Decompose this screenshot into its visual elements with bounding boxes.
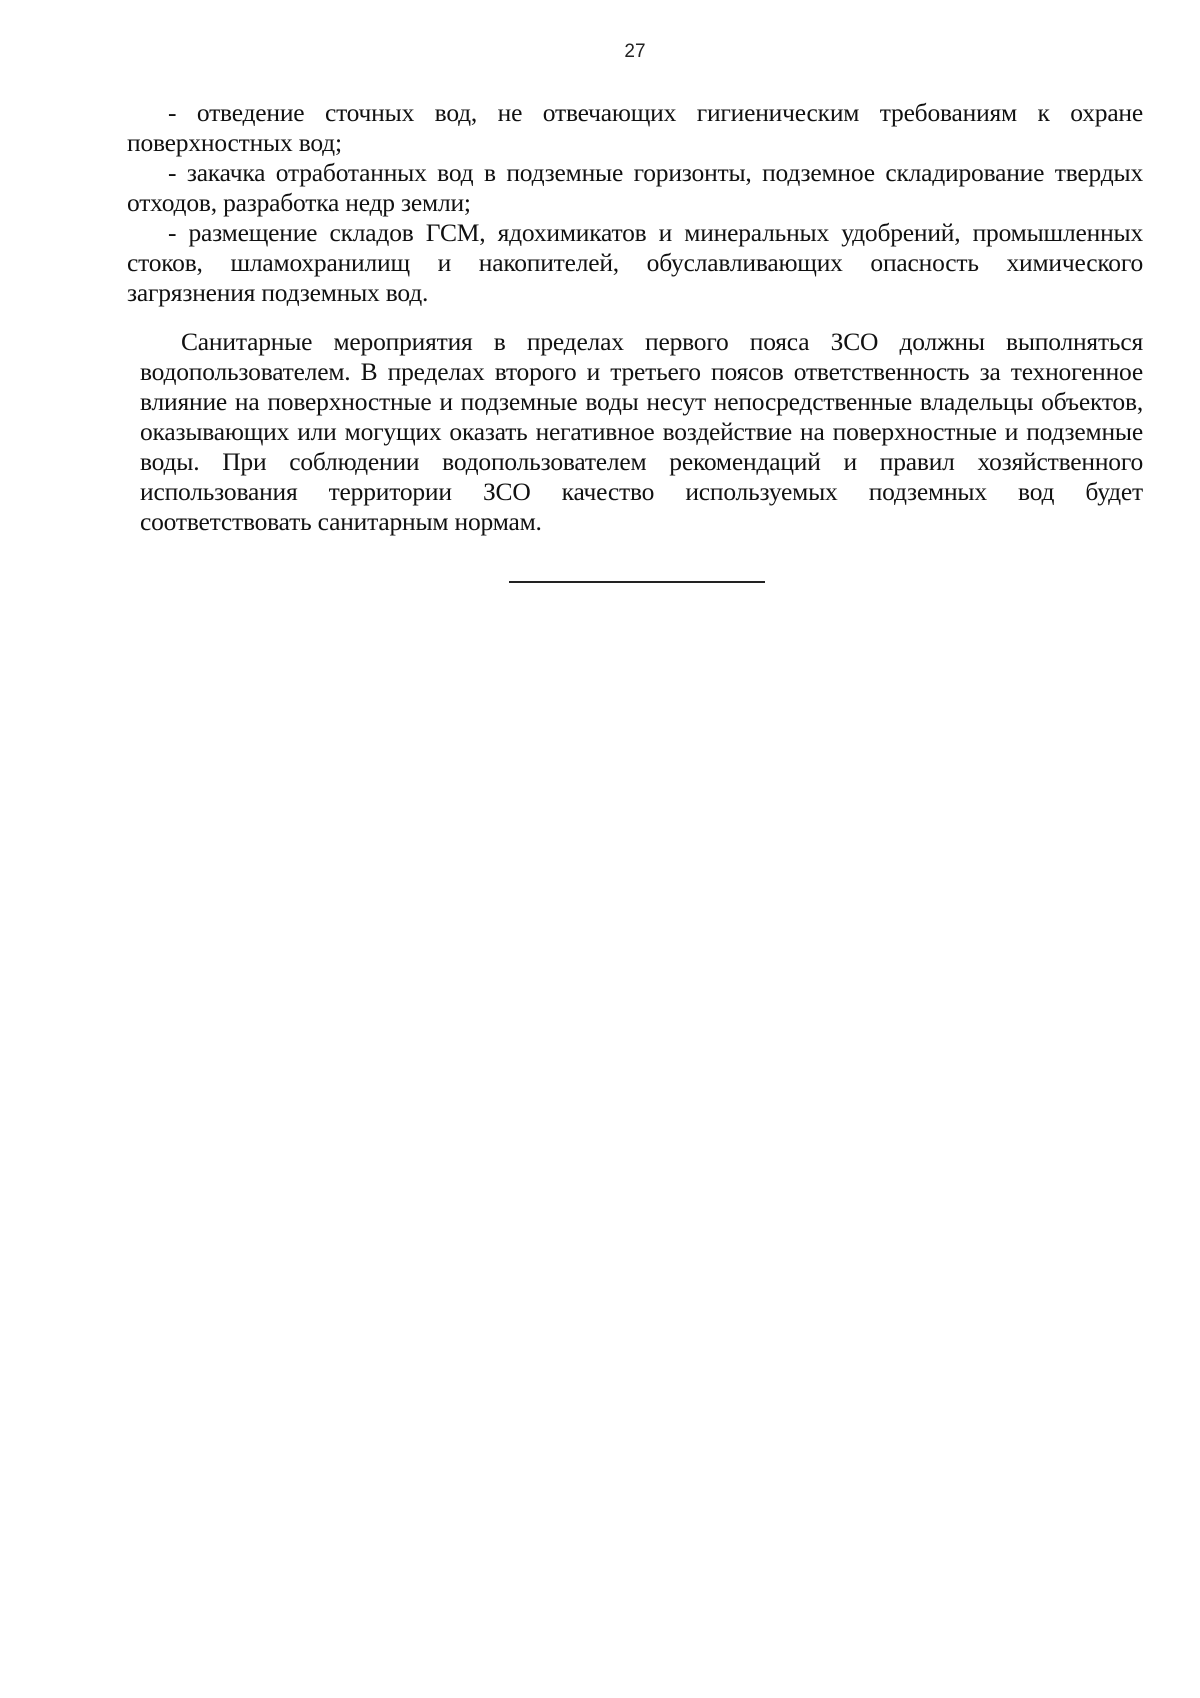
list-item: - отведение сточных вод, не отвечающих гигиеническим требованиям к охране поверхностных вод; [127, 98, 1143, 157]
body-text [140, 327, 1143, 537]
list-item: - закачка отработанных вод в подземные горизонты, подземное складирование твердых отходов, разработка недр земли; [127, 158, 1143, 217]
list-item: - размещение складов ГСМ, ядохимикатов и минеральных удобрений, промышленных стоков, шламохранилищ и накопителей, обуславливающих опасность химического загрязнения подземных вод. [127, 218, 1143, 307]
restrictions-list [127, 98, 1143, 308]
page-number: 27 [624, 41, 646, 62]
end-divider-line [509, 581, 765, 583]
paragraph-sanitary-measures: Санитарные мероприятия в пределах первого пояса ЗСО должны выполняться водопользователем. В пределах второго и третьего поясов ответственность за техногенное влияние на поверхностные и подземные воды несут непосредственные владельцы объектов, оказывающих или могущих оказать негативное воздействие на поверхностные и подземные воды. При соблюдении водопользователем рекомендаций и правил хозяйственного использования территории ЗСО качество используемых подземных вод будет соответствовать санитарным нормам. [140, 327, 1143, 536]
